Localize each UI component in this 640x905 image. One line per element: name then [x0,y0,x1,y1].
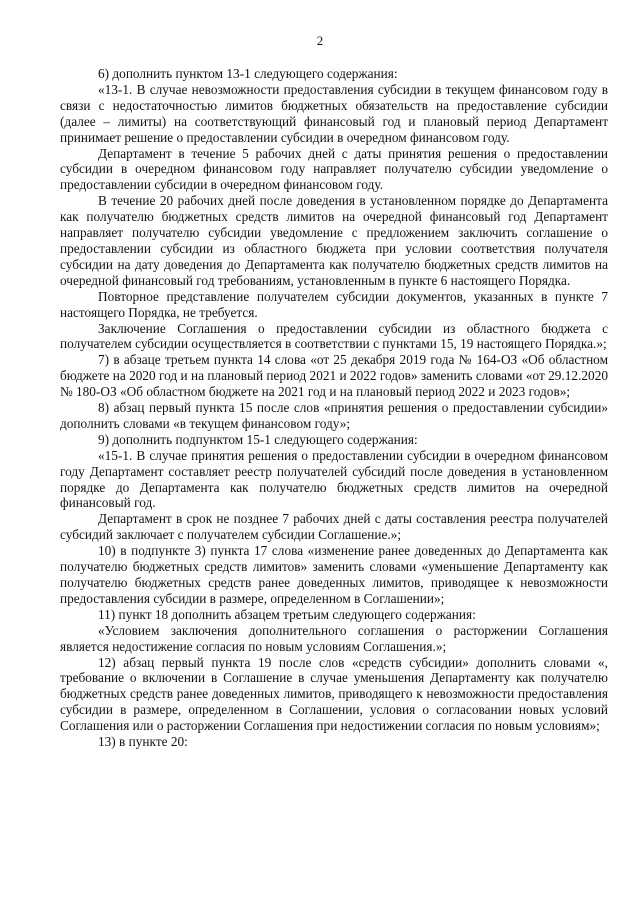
paragraph: 12) абзац первый пункта 19 после слов «средств субсидии» дополнить словами «, требование о включении в Соглашение в случае уменьшения Департаменту как получателю бюджетных средств ранее доведенных лимитов, приводящего к невозможности предоставления субсидии в размере, определенном в Соглашении, условия о согласовании новых условий Соглашения или о расторжении Соглашения при недостижении согласия по новым условиям»; [60,654,608,734]
paragraph: В течение 20 рабочих дней после доведения в установленном порядке до Департамента как получателю бюджетных средств лимитов на очередной финансовый год Департамент направляет получателю субсидии уведомление с предложением заключить соглашение о предоставлении субсидии из областного бюджета при условии соответствия получателя субсидии на дату доведения до Департамента как получателю бюджетных средств лимитов на очередной финансовый год требованиям, установленным в пункте 6 настоящего Порядка. [60,193,608,288]
paragraph: 10) в подпункте 3) пункта 17 слова «изменение ранее доведенных до Департамента как получателю бюджетных средств лимитов» заменить словами «уменьшение Департаменту как получателю бюджетных средств ранее доведенных лимитов, приводящее к невозможности предоставления субсидии в размере, определенном в Соглашении»; [60,543,608,606]
paragraph: «13-1. В случае невозможности предоставления субсидии в текущем финансовом году в связи с недостаточностью лимитов бюджетных обязательств на предоставление субсидии (далее – лимиты) на соответствующий финансовый год и плановый период Департамент принимает решение о предоставлении субсидии в очередном финансовом году. [60,81,608,145]
paragraph: «Условием заключения дополнительного соглашения о расторжении Соглашения является недостижение согласия по новым условиям Соглашения.»; [60,622,608,654]
paragraph: «15-1. В случае принятия решения о предоставлении субсидии в очередном финансовом году Департамент составляет реестр получателей субсидий после доведения в установленном порядке до Департамента как получателю бюджетных средств лимитов на очередной финансовый год. [60,447,608,511]
paragraph: Департамент в течение 5 рабочих дней с даты принятия решения о предоставлении субсидии в очередном финансовом году направляет получателю субсидии уведомление о предоставлении субсидии в очередном финансовом году. [60,145,608,193]
paragraph: Повторное представление получателем субсидии документов, указанных в пункте 7 настоящего Порядка, не требуется. [60,288,608,320]
page-number: 2 [316,33,324,48]
document-body [60,66,608,750]
paragraph: 11) пункт 18 дополнить абзацем третьим следующего содержания: [98,606,476,622]
paragraph: 9) дополнить подпунктом 15-1 следующего содержания: [98,431,418,447]
paragraph: 7) в абзаце третьем пункта 14 слова «от 25 декабря 2019 года № 164-ОЗ «Об областном бюджете на 2020 год и на плановый период 2021 и 2022 годов» заменить словами «от 29.12.2020 № 180-ОЗ «Об областном бюджете на 2021 год и на плановый период 2022 и 2023 годов»; [60,352,608,400]
paragraph: 6) дополнить пунктом 13-1 следующего содержания: [98,66,398,81]
paragraph: 13) в пункте 20: [98,734,188,750]
paragraph: Департамент в срок не позднее 7 рабочих дней с даты составления реестра получателей субсидий заключает с получателем субсидии Соглашение.»; [60,511,608,543]
paragraph: Заключение Соглашения о предоставлении субсидии из областного бюджета с получателем субсидии осуществляется в соответствии с пунктами 15, 19 настоящего Порядка.»; [60,320,608,352]
paragraph: 8) абзац первый пункта 15 после слов «принятия решения о предоставлении субсидии» дополнить словами «в текущем финансовом году»; [60,400,608,431]
